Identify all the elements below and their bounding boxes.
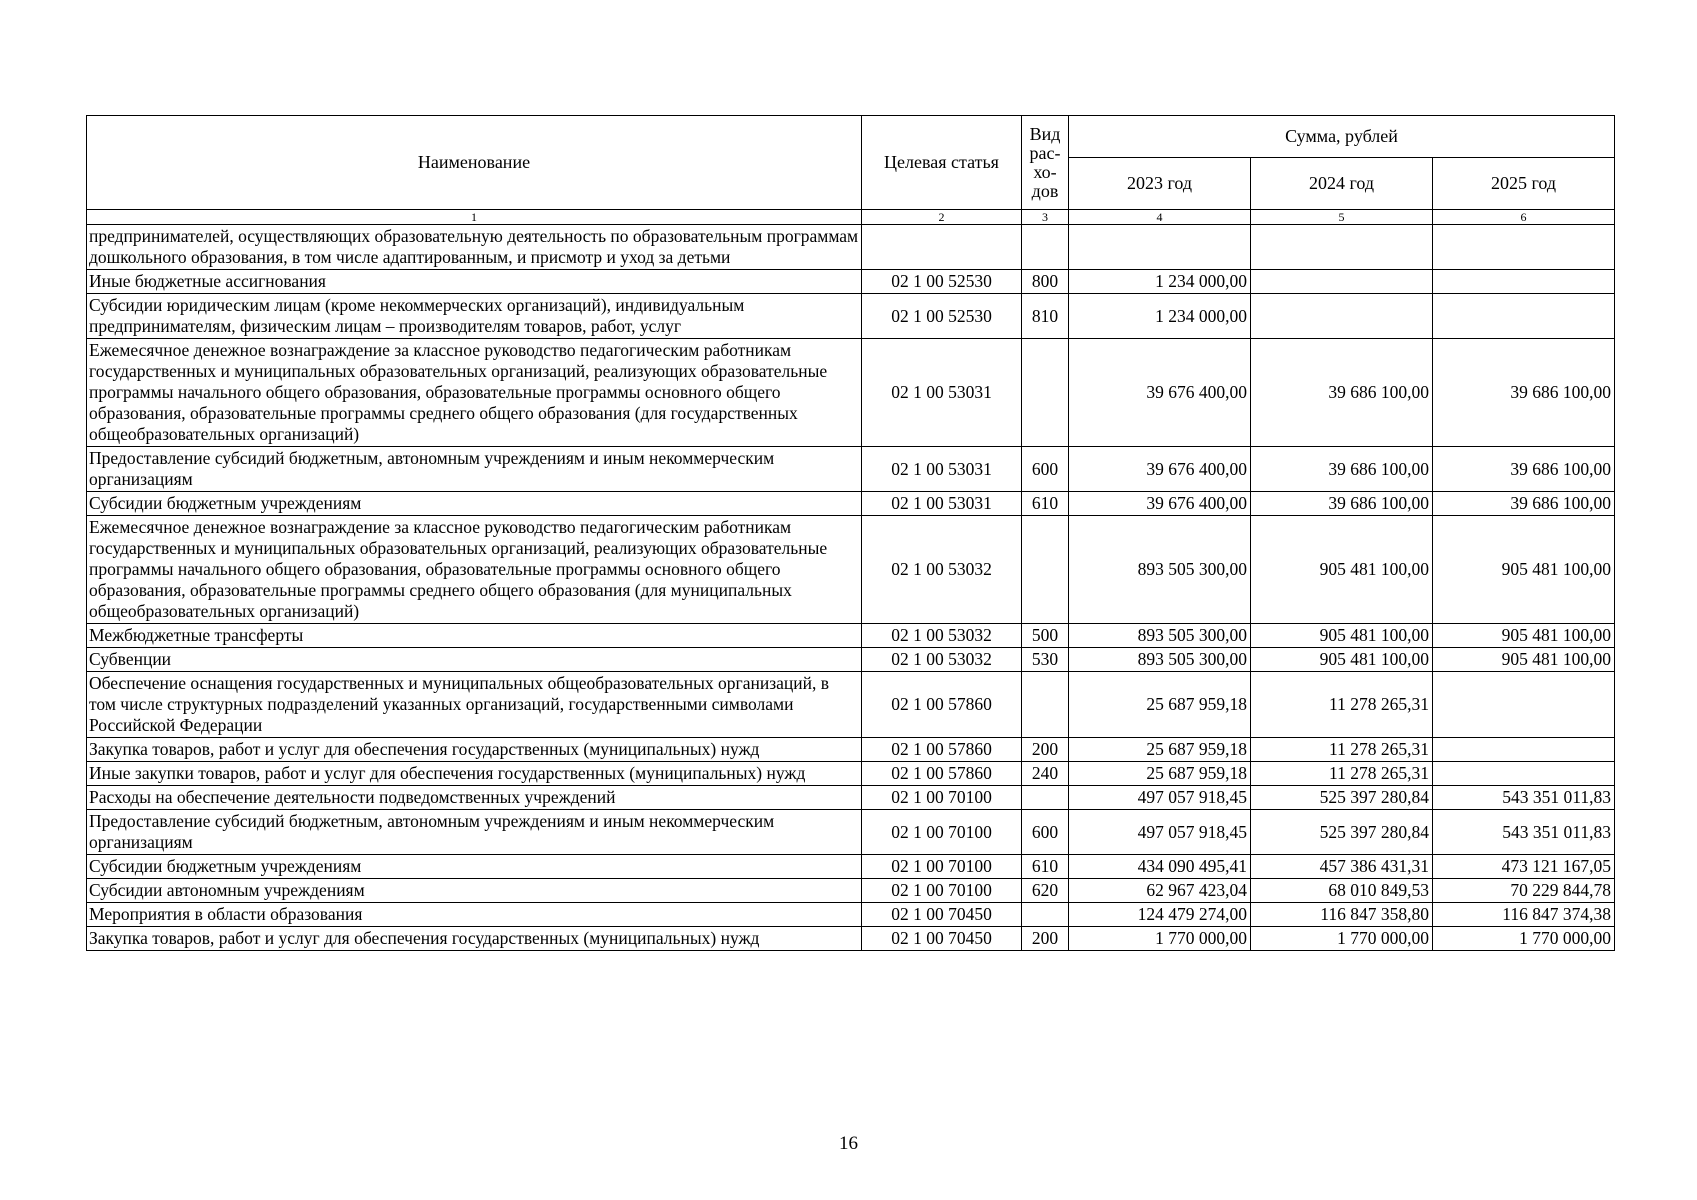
row-sum-2023: 434 090 495,41 — [1069, 855, 1251, 879]
row-sum-2024: 525 397 280,84 — [1251, 786, 1433, 810]
row-target-article: 02 1 00 70100 — [862, 879, 1022, 903]
row-sum-2025 — [1433, 762, 1615, 786]
row-expense-kind — [1022, 516, 1069, 624]
table-row — [87, 294, 1615, 339]
header-kind-line: рас- — [1029, 142, 1061, 163]
row-sum-2023: 25 687 959,18 — [1069, 738, 1251, 762]
budget-table — [86, 115, 1615, 951]
row-name: предпринимателей, осуществляющих образовательную деятельность по образовательным программам дошкольного образования, в том числе адаптированным, и присмотр и уход за детьми — [87, 225, 862, 270]
row-sum-2024: 68 010 849,53 — [1251, 879, 1433, 903]
column-number: 4 — [1069, 210, 1251, 225]
table-row — [87, 624, 1615, 648]
row-sum-2024: 39 686 100,00 — [1251, 492, 1433, 516]
row-sum-2023: 1 234 000,00 — [1069, 270, 1251, 294]
row-sum-2025: 116 847 374,38 — [1433, 903, 1615, 927]
row-sum-2024: 11 278 265,31 — [1251, 738, 1433, 762]
row-sum-2025 — [1433, 294, 1615, 339]
row-sum-2023: 893 505 300,00 — [1069, 648, 1251, 672]
row-sum-2025 — [1433, 270, 1615, 294]
table-row — [87, 810, 1615, 855]
table-row — [87, 927, 1615, 951]
row-sum-2024: 457 386 431,31 — [1251, 855, 1433, 879]
row-sum-2024: 1 770 000,00 — [1251, 927, 1433, 951]
row-sum-2023: 62 967 423,04 — [1069, 879, 1251, 903]
row-expense-kind — [1022, 786, 1069, 810]
row-sum-2025: 473 121 167,05 — [1433, 855, 1615, 879]
row-expense-kind: 610 — [1022, 492, 1069, 516]
row-expense-kind: 620 — [1022, 879, 1069, 903]
table-body — [87, 210, 1615, 951]
row-sum-2024: 39 686 100,00 — [1251, 339, 1433, 447]
header-kind-line: хо- — [1033, 161, 1057, 182]
row-target-article — [862, 225, 1022, 270]
row-sum-2025: 39 686 100,00 — [1433, 339, 1615, 447]
header-target-article: Целевая статья — [862, 116, 1022, 210]
row-sum-2024: 905 481 100,00 — [1251, 516, 1433, 624]
row-target-article: 02 1 00 57860 — [862, 738, 1022, 762]
row-target-article: 02 1 00 53031 — [862, 492, 1022, 516]
row-sum-2024: 116 847 358,80 — [1251, 903, 1433, 927]
column-number: 5 — [1251, 210, 1433, 225]
row-name: Иные закупки товаров, работ и услуг для обеспечения государственных (муниципальных) нужд — [87, 762, 862, 786]
row-name: Субсидии автономным учреждениям — [87, 879, 862, 903]
row-target-article: 02 1 00 57860 — [862, 762, 1022, 786]
row-name: Ежемесячное денежное вознаграждение за классное руководство педагогическим работникам государственных и муниципальных образовательных организаций, реализующих образовательные программы начального общего образования, образовательные программы основного общего образования, образовательные программы среднего общего образования (для муниципальных общеобразовательных организаций) — [87, 516, 862, 624]
row-sum-2025: 905 481 100,00 — [1433, 624, 1615, 648]
row-name: Иные бюджетные ассигнования — [87, 270, 862, 294]
header-sum: Сумма, рублей — [1069, 116, 1615, 158]
column-number: 3 — [1022, 210, 1069, 225]
row-sum-2025 — [1433, 672, 1615, 738]
row-sum-2023 — [1069, 225, 1251, 270]
row-sum-2025: 543 351 011,83 — [1433, 786, 1615, 810]
row-sum-2025 — [1433, 225, 1615, 270]
row-name: Обеспечение оснащения государственных и муниципальных общеобразовательных организаций, в том числе структурных подразделений указанных организаций, государственными символами Российской Федерации — [87, 672, 862, 738]
page-number: 16 — [839, 1133, 858, 1154]
column-number: 6 — [1433, 210, 1615, 225]
row-expense-kind: 600 — [1022, 447, 1069, 492]
table-row — [87, 225, 1615, 270]
row-target-article: 02 1 00 70100 — [862, 855, 1022, 879]
table-row — [87, 738, 1615, 762]
header-year-2023: 2023 год — [1069, 158, 1251, 210]
row-name: Мероприятия в области образования — [87, 903, 862, 927]
row-sum-2023: 25 687 959,18 — [1069, 672, 1251, 738]
table-row — [87, 672, 1615, 738]
header-expense-kind — [1022, 116, 1069, 210]
row-sum-2025: 39 686 100,00 — [1433, 447, 1615, 492]
table-row — [87, 447, 1615, 492]
row-target-article: 02 1 00 70100 — [862, 810, 1022, 855]
row-expense-kind: 600 — [1022, 810, 1069, 855]
table-row — [87, 903, 1615, 927]
row-sum-2023: 497 057 918,45 — [1069, 786, 1251, 810]
row-sum-2024 — [1251, 225, 1433, 270]
row-sum-2023: 39 676 400,00 — [1069, 339, 1251, 447]
row-expense-kind — [1022, 339, 1069, 447]
row-expense-kind — [1022, 225, 1069, 270]
row-sum-2024 — [1251, 270, 1433, 294]
row-expense-kind: 240 — [1022, 762, 1069, 786]
row-sum-2024 — [1251, 294, 1433, 339]
row-sum-2025: 905 481 100,00 — [1433, 648, 1615, 672]
row-sum-2023: 497 057 918,45 — [1069, 810, 1251, 855]
row-expense-kind — [1022, 672, 1069, 738]
header-year-2024: 2024 год — [1251, 158, 1433, 210]
table-row — [87, 270, 1615, 294]
row-target-article: 02 1 00 70450 — [862, 903, 1022, 927]
table-row — [87, 339, 1615, 447]
row-name: Закупка товаров, работ и услуг для обеспечения государственных (муниципальных) нужд — [87, 927, 862, 951]
row-name: Предоставление субсидий бюджетным, автономным учреждениям и иным некоммерческим организациям — [87, 810, 862, 855]
row-expense-kind: 530 — [1022, 648, 1069, 672]
header-kind-line: дов — [1031, 180, 1059, 201]
table-row — [87, 786, 1615, 810]
column-number-row — [87, 210, 1615, 225]
table-row — [87, 648, 1615, 672]
row-target-article: 02 1 00 53032 — [862, 624, 1022, 648]
header-kind-line: Вид — [1029, 123, 1061, 144]
row-sum-2023: 25 687 959,18 — [1069, 762, 1251, 786]
table-row — [87, 879, 1615, 903]
row-target-article: 02 1 00 53032 — [862, 516, 1022, 624]
row-target-article: 02 1 00 70450 — [862, 927, 1022, 951]
row-sum-2024: 905 481 100,00 — [1251, 624, 1433, 648]
row-target-article: 02 1 00 57860 — [862, 672, 1022, 738]
row-name: Расходы на обеспечение деятельности подведомственных учреждений — [87, 786, 862, 810]
row-sum-2024: 525 397 280,84 — [1251, 810, 1433, 855]
row-sum-2025: 1 770 000,00 — [1433, 927, 1615, 951]
row-target-article: 02 1 00 52530 — [862, 270, 1022, 294]
table-row — [87, 855, 1615, 879]
row-expense-kind: 200 — [1022, 927, 1069, 951]
row-sum-2025: 905 481 100,00 — [1433, 516, 1615, 624]
row-sum-2023: 124 479 274,00 — [1069, 903, 1251, 927]
row-expense-kind: 810 — [1022, 294, 1069, 339]
row-expense-kind: 610 — [1022, 855, 1069, 879]
row-sum-2025: 543 351 011,83 — [1433, 810, 1615, 855]
row-sum-2025: 39 686 100,00 — [1433, 492, 1615, 516]
row-sum-2024: 905 481 100,00 — [1251, 648, 1433, 672]
table-row — [87, 492, 1615, 516]
row-name: Субсидии бюджетным учреждениям — [87, 492, 862, 516]
row-target-article: 02 1 00 70100 — [862, 786, 1022, 810]
table-row — [87, 762, 1615, 786]
row-name: Предоставление субсидий бюджетным, автономным учреждениям и иным некоммерческим организациям — [87, 447, 862, 492]
column-number: 1 — [87, 210, 862, 225]
row-name: Закупка товаров, работ и услуг для обеспечения государственных (муниципальных) нужд — [87, 738, 862, 762]
row-sum-2025: 70 229 844,78 — [1433, 879, 1615, 903]
row-sum-2023: 1 234 000,00 — [1069, 294, 1251, 339]
row-target-article: 02 1 00 53031 — [862, 447, 1022, 492]
row-sum-2024: 11 278 265,31 — [1251, 762, 1433, 786]
row-name: Субвенции — [87, 648, 862, 672]
row-target-article: 02 1 00 53032 — [862, 648, 1022, 672]
row-expense-kind: 800 — [1022, 270, 1069, 294]
row-name: Межбюджетные трансферты — [87, 624, 862, 648]
row-target-article: 02 1 00 53031 — [862, 339, 1022, 447]
header-name: Наименование — [87, 116, 862, 210]
row-name: Субсидии юридическим лицам (кроме некоммерческих организаций), индивидуальным предпринимателям, физическим лицам – производителям товаров, работ, услуг — [87, 294, 862, 339]
table-header — [87, 116, 1615, 210]
row-expense-kind: 500 — [1022, 624, 1069, 648]
row-target-article: 02 1 00 52530 — [862, 294, 1022, 339]
row-expense-kind: 200 — [1022, 738, 1069, 762]
header-year-2025: 2025 год — [1433, 158, 1615, 210]
column-number: 2 — [862, 210, 1022, 225]
row-sum-2024: 11 278 265,31 — [1251, 672, 1433, 738]
row-sum-2023: 1 770 000,00 — [1069, 927, 1251, 951]
row-name: Ежемесячное денежное вознаграждение за классное руководство педагогическим работникам государственных и муниципальных образовательных организаций, реализующих образовательные программы начального общего образования, образовательные программы основного общего образования, образовательные программы среднего общего образования (для государственных общеобразовательных организаций) — [87, 339, 862, 447]
table-row — [87, 516, 1615, 624]
row-name: Субсидии бюджетным учреждениям — [87, 855, 862, 879]
row-sum-2023: 39 676 400,00 — [1069, 447, 1251, 492]
row-sum-2023: 893 505 300,00 — [1069, 516, 1251, 624]
row-sum-2023: 39 676 400,00 — [1069, 492, 1251, 516]
row-expense-kind — [1022, 903, 1069, 927]
row-sum-2025 — [1433, 738, 1615, 762]
row-sum-2023: 893 505 300,00 — [1069, 624, 1251, 648]
row-sum-2024: 39 686 100,00 — [1251, 447, 1433, 492]
